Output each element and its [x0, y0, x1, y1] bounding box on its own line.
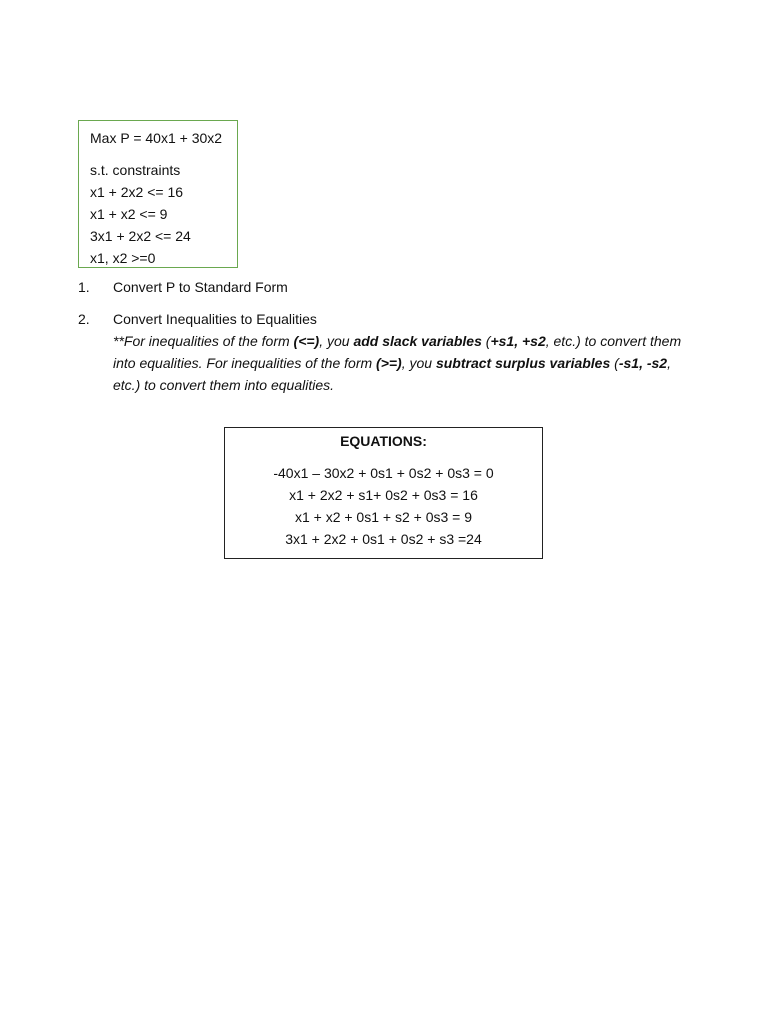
step-1-number: 1. [78, 279, 90, 295]
equation-constraint-1: x1 + 2x2 + s1+ 0s2 + 0s3 = 16 [289, 487, 478, 503]
constraint-1: x1 + 2x2 <= 16 [90, 184, 184, 200]
step-1 [78, 276, 688, 298]
equation-constraint-2: x1 + x2 + 0s1 + s2 + 0s3 = 9 [294, 509, 473, 525]
step-2 [78, 308, 688, 396]
equations-title: EQUATIONS: [340, 433, 427, 449]
constraint-3: 3x1 + 2x2 <= 24 [90, 228, 191, 244]
constraint-2: x1 + x2 <= 9 [90, 206, 168, 222]
non-negativity-constraint: x1, x2 >=0 [90, 250, 156, 266]
constraints-heading: s.t. constraints [90, 162, 181, 178]
equation-constraint-3: 3x1 + 2x2 + 0s1 + 0s2 + s3 =24 [285, 531, 482, 547]
step-2-number: 2. [78, 311, 90, 327]
step-2-note: **For inequalities of the form (<=), you add slack variables (+s1, +s2, etc.) to convert them into equalities. For inequalities of the form (>=), you subtract surplus variables (-s1, -s2, etc.) to convert them into equalities. [113, 333, 682, 393]
problem-statement-box [78, 120, 238, 268]
step-2-text: Convert Inequalities to Equalities [113, 311, 317, 327]
objective-function: Max P = 40x1 + 30x2 [90, 130, 223, 146]
step-1-text: Convert P to Standard Form [113, 279, 288, 295]
equations-box [224, 427, 543, 559]
equation-objective: -40x1 – 30x2 + 0s1 + 0s2 + 0s3 = 0 [273, 465, 494, 481]
